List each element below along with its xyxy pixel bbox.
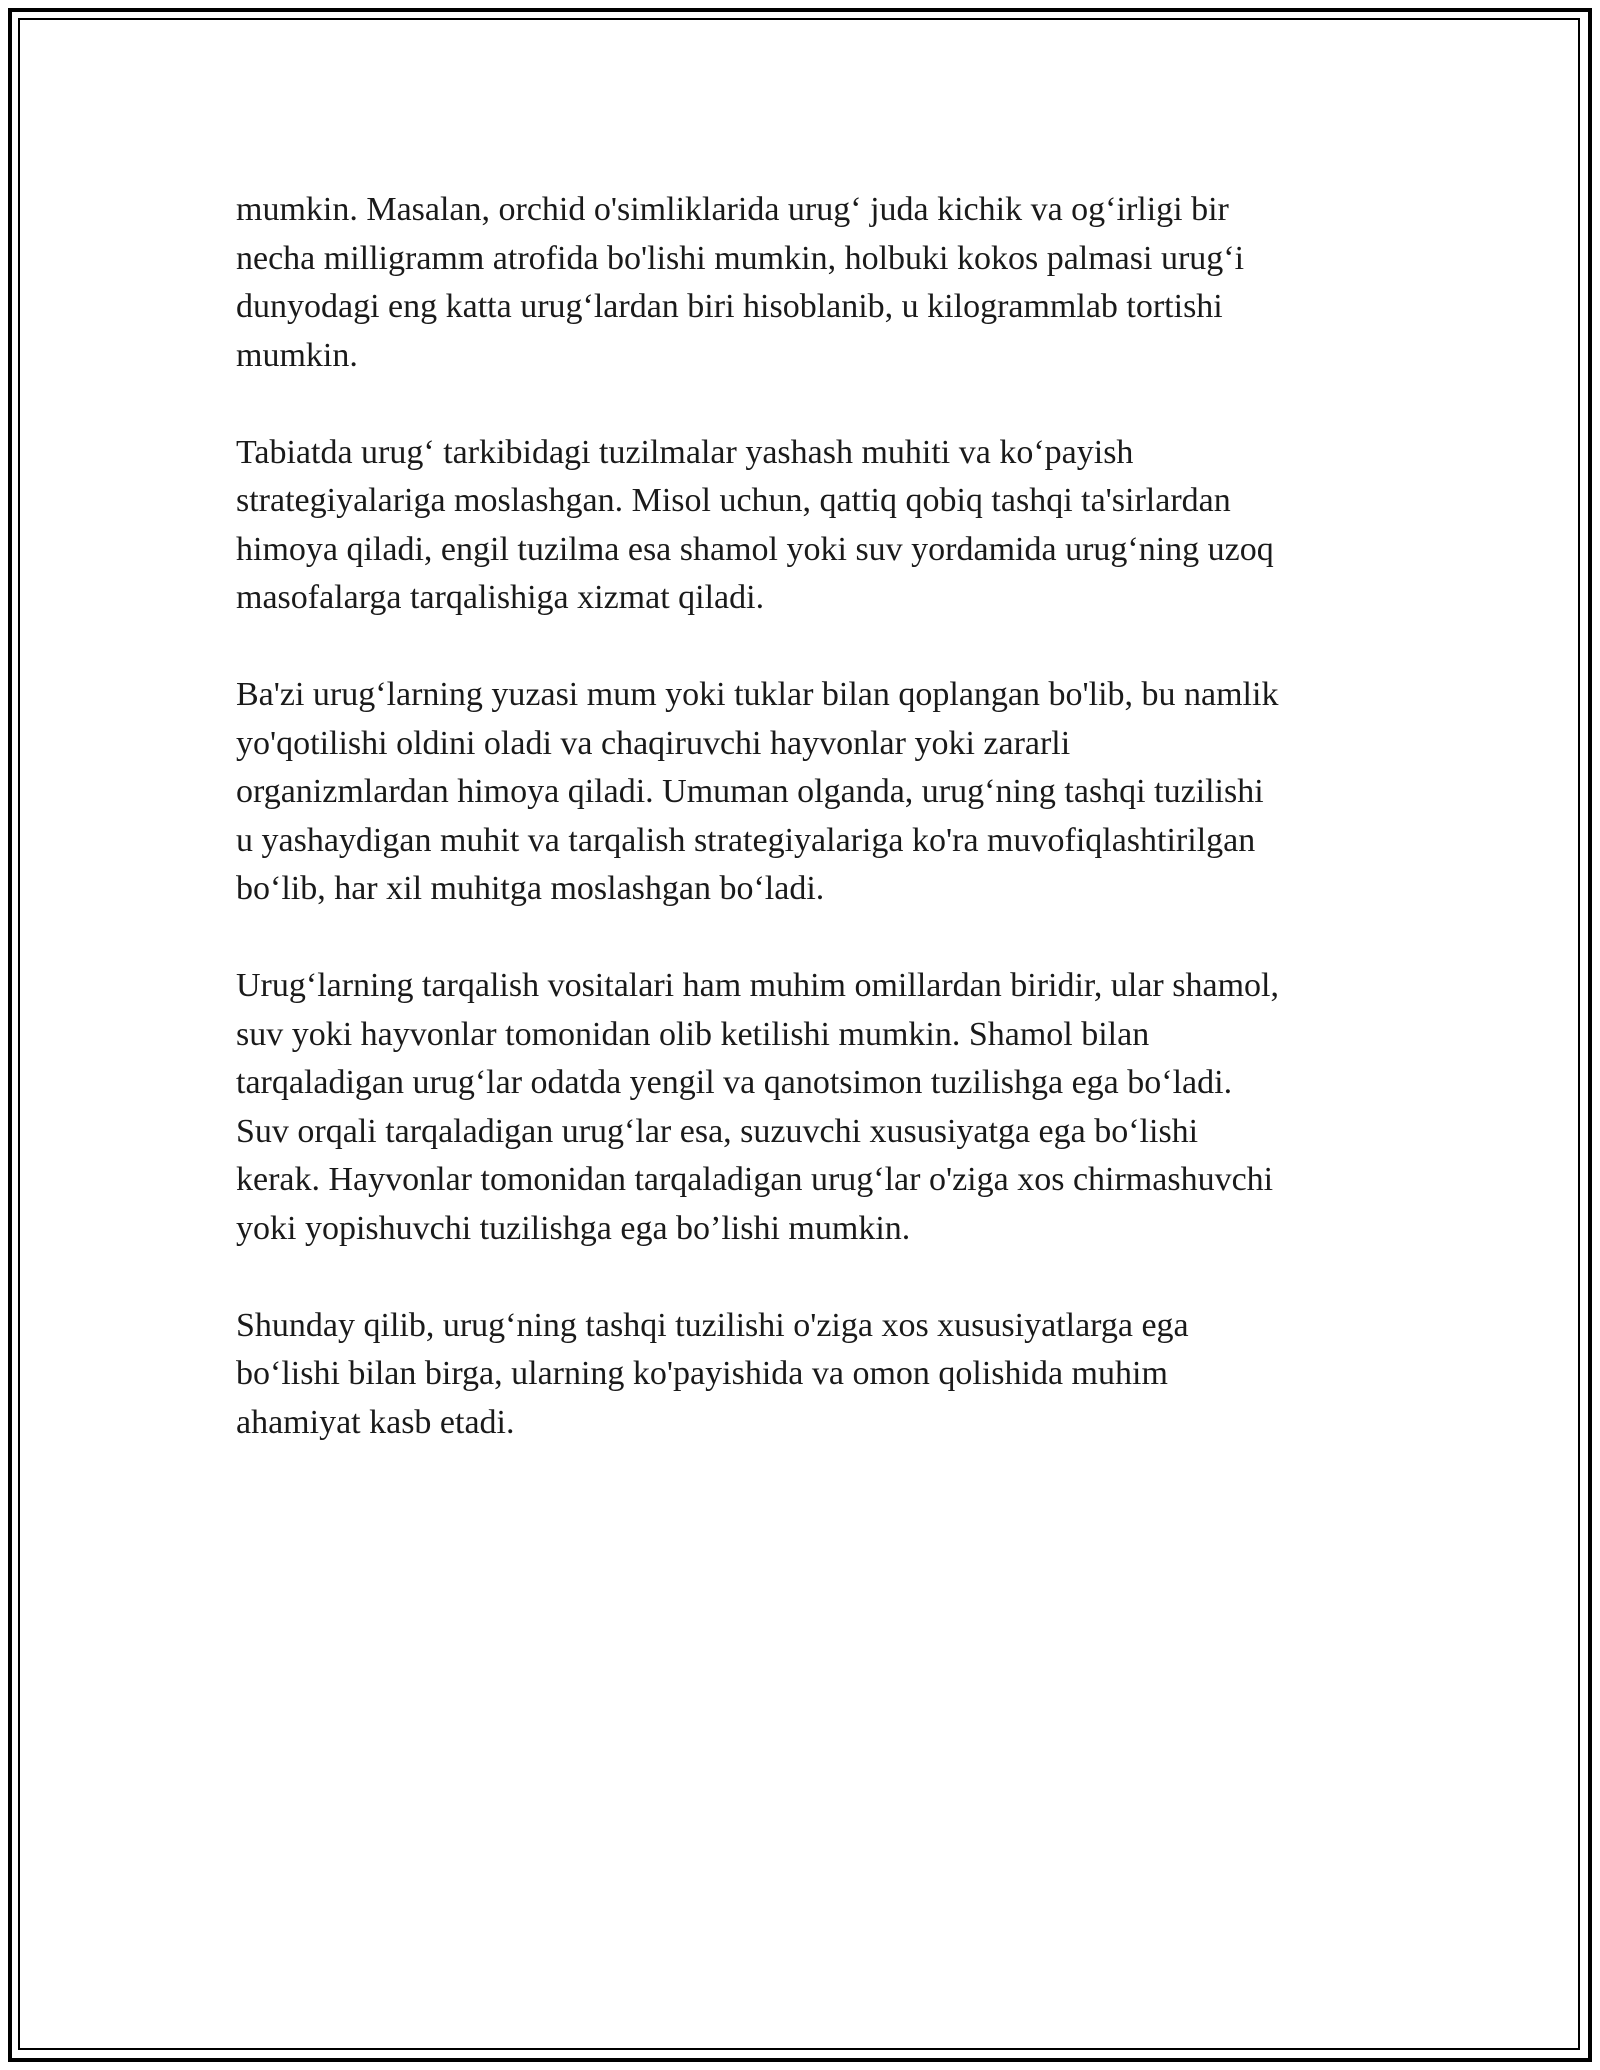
paragraph-3 (236, 671, 1406, 914)
text-line: himoya qiladi, engil tuzilma esa shamol yoki suv yordamida urug‘ning uzoq (236, 530, 1274, 568)
text-line: necha milligramm atrofida bo'lishi mumkin, holbuki kokos palmasi urug‘i (236, 239, 1245, 277)
text-line: tarqaladigan urug‘lar odatda yengil va qanotsimon tuzilishga ega bo‘ladi. (236, 1064, 1233, 1101)
paragraph-2 (236, 429, 1406, 623)
text-line: Urug‘larning tarqalish vositalari ham muhim omillardan biridir, ular shamol, (236, 967, 1279, 1004)
text-line: mumkin. Masalan, orchid o'simliklarida urug‘ juda kichik va og‘irligi bir (236, 191, 1229, 228)
document-body (236, 186, 1406, 1496)
text-line: u yashaydigan muhit va tarqalish strategiyalariga ko'ra muvofiqlashtirilgan (236, 821, 1256, 859)
text-line: suv yoki hayvonlar tomonidan olib ketilishi mumkin. Shamol bilan (236, 1015, 1150, 1053)
text-line: strategiyalariga moslashgan. Misol uchun, qattiq qobiq tashqi ta'sirlardan (236, 482, 1231, 519)
text-line: kerak. Hayvonlar tomonidan tarqaladigan urug‘lar o'ziga xos chirmashuvchi (236, 1161, 1274, 1198)
text-line: yo'qotilishi oldini oladi va chaqiruvchi hayvonlar yoki zararli (236, 724, 1071, 762)
text-line: Ba'zi urug‘larning yuzasi mum yoki tuklar bilan qoplangan bo'lib, bu namlik (236, 676, 1279, 713)
paragraph-1 (236, 186, 1406, 380)
text-line: masofalarga tarqalishiga xizmat qiladi. (236, 579, 765, 616)
text-line: mumkin. (236, 336, 358, 374)
text-line: yoki yopishuvchi tuzilishga ega bo’lishi mumkin. (236, 1209, 911, 1247)
text-line: Shunday qilib, urug‘ning tashqi tuzilishi o'ziga xos xususiyatlarga ega (236, 1306, 1189, 1344)
text-line: organizmlardan himoya qiladi. Umuman olganda, urug‘ning tashqi tuzilishi (236, 773, 1264, 810)
text-line: bo‘lib, har xil muhitga moslashgan bo‘ladi. (236, 870, 825, 907)
text-line: Tabiatda urug‘ tarkibidagi tuzilmalar yashash muhiti va ko‘payish (236, 433, 1134, 471)
text-line: ahamiyat kasb etadi. (236, 1403, 515, 1441)
text-line: bo‘lishi bilan birga, ularning ko'payishida va omon qolishida muhim (236, 1355, 1168, 1392)
paragraph-5 (236, 1302, 1406, 1448)
text-line: Suv orqali tarqaladigan urug‘lar esa, suzuvchi xususiyatga ega bo‘lishi (236, 1112, 1199, 1150)
text-line: dunyodagi eng katta urug‘lardan biri hisoblanib, u kilogrammlab tortishi (236, 288, 1223, 325)
paragraph-4 (236, 962, 1406, 1253)
